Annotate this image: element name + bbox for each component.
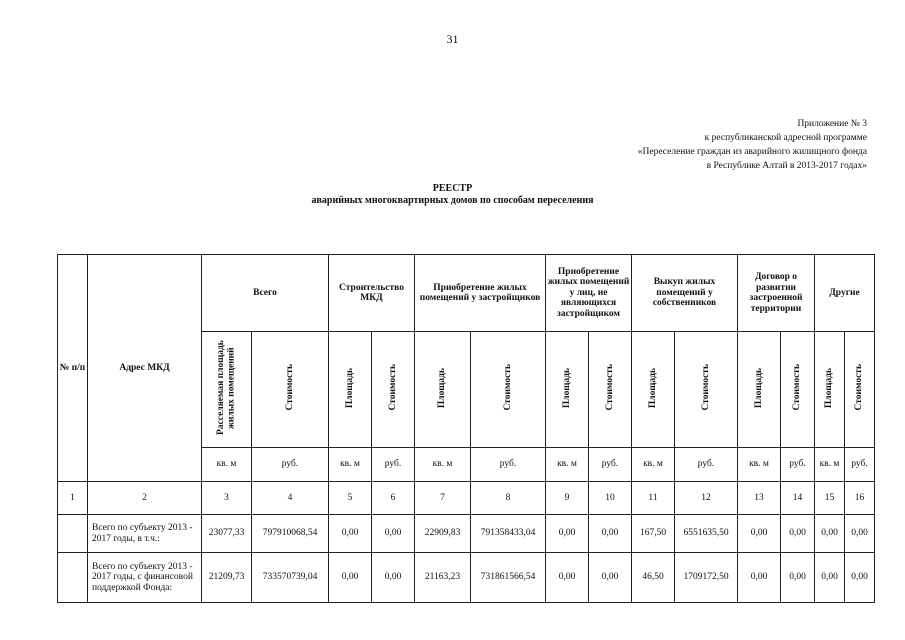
subheader-area: Площадь <box>632 332 675 448</box>
column-number: 1 <box>58 482 88 515</box>
table-cell: 733570739,04 <box>252 553 329 603</box>
table-cell: 21163,23 <box>415 553 471 603</box>
row-number <box>58 553 88 603</box>
page-number: 31 <box>446 32 459 46</box>
row-address: Всего по субъекту 2013 - 2017 годы, в т.ч.: <box>88 515 202 553</box>
unit-cell: руб. <box>372 448 415 482</box>
table-cell: 0,00 <box>546 553 589 603</box>
table-row <box>58 553 875 603</box>
subheader-area: Площадь <box>738 332 781 448</box>
table-cell: 46,50 <box>632 553 675 603</box>
column-number: 7 <box>415 482 471 515</box>
table-cell: 23077,33 <box>202 515 252 553</box>
table-cell: 0,00 <box>589 553 632 603</box>
appendix-line: к республиканской адресной программе <box>704 133 867 143</box>
group-other-header: Другие <box>815 255 875 332</box>
appendix-line: «Переселение граждан из аварийного жилищного фонда <box>637 147 867 157</box>
table-cell: 0,00 <box>329 553 372 603</box>
unit-cell: кв. м <box>738 448 781 482</box>
unit-cell: руб. <box>845 448 875 482</box>
column-number: 15 <box>815 482 845 515</box>
column-number: 6 <box>372 482 415 515</box>
group-total-header: Всего <box>202 255 329 332</box>
unit-cell: кв. м <box>546 448 589 482</box>
col-number-header: № п/п <box>58 255 88 482</box>
group-purchase-non-developers-header: Приобретение жилых помещений у лиц, не являющихся застройщиком <box>546 255 632 332</box>
subheader-area: Площадь <box>815 332 845 448</box>
column-number: 4 <box>252 482 329 515</box>
group-buyout-header: Выкуп жилых помещений у собственников <box>632 255 738 332</box>
table-cell: 0,00 <box>815 515 845 553</box>
table-cell: 0,00 <box>781 553 815 603</box>
column-number: 3 <box>202 482 252 515</box>
subheader-area: Площадь <box>329 332 372 448</box>
row-address: Всего по субъекту 2013 - 2017 годы, с финансовой поддержкой Фонда: <box>88 553 202 603</box>
registry-table <box>57 254 875 603</box>
unit-cell: кв. м <box>329 448 372 482</box>
unit-cell: кв. м <box>815 448 845 482</box>
unit-cell: руб. <box>252 448 329 482</box>
unit-cell: руб. <box>675 448 738 482</box>
table-cell: 0,00 <box>589 515 632 553</box>
col-address-header: Адрес МКД <box>88 255 202 482</box>
appendix-block <box>638 117 867 173</box>
subheader-resettled-area: Расселяемая площадь жилых помещений <box>202 332 252 448</box>
table-cell: 0,00 <box>738 515 781 553</box>
table-cell: 0,00 <box>815 553 845 603</box>
table-cell: 0,00 <box>738 553 781 603</box>
table-row <box>58 515 875 553</box>
table-cell: 22909,83 <box>415 515 471 553</box>
column-number: 10 <box>589 482 632 515</box>
table-cell: 0,00 <box>781 515 815 553</box>
subheader-area: Площадь <box>415 332 471 448</box>
table-cell: 797910068,54 <box>252 515 329 553</box>
subheader-cost: Стоимость <box>471 332 546 448</box>
appendix-line: в Республике Алтай в 2013-2017 годах» <box>706 161 867 171</box>
column-number: 2 <box>88 482 202 515</box>
row-number <box>58 515 88 553</box>
column-number: 16 <box>845 482 875 515</box>
unit-cell: руб. <box>589 448 632 482</box>
unit-cell: кв. м <box>202 448 252 482</box>
subheader-cost: Стоимость <box>781 332 815 448</box>
table-cell: 791358433,04 <box>471 515 546 553</box>
unit-cell: руб. <box>471 448 546 482</box>
appendix-line: Приложение № 3 <box>797 119 867 129</box>
unit-cell: руб. <box>781 448 815 482</box>
column-number: 5 <box>329 482 372 515</box>
group-territory-header: Договор о развитии застроенной территории <box>738 255 815 332</box>
unit-cell: кв. м <box>632 448 675 482</box>
column-number: 13 <box>738 482 781 515</box>
table-cell: 731861566,54 <box>471 553 546 603</box>
table-cell: 21209,73 <box>202 553 252 603</box>
table-cell: 0,00 <box>845 515 875 553</box>
column-number: 14 <box>781 482 815 515</box>
table-cell: 0,00 <box>845 553 875 603</box>
subheader-cost: Стоимость <box>675 332 738 448</box>
column-number: 8 <box>471 482 546 515</box>
subheader-area: Площадь <box>546 332 589 448</box>
table-cell: 167,50 <box>632 515 675 553</box>
subheader-cost: Стоимость <box>252 332 329 448</box>
table-cell: 0,00 <box>372 553 415 603</box>
title-line: РЕЕСТР <box>432 183 473 194</box>
document-title <box>0 183 905 207</box>
table-cell: 0,00 <box>329 515 372 553</box>
unit-cell: кв. м <box>415 448 471 482</box>
subheader-cost: Стоимость <box>372 332 415 448</box>
table-cell: 0,00 <box>372 515 415 553</box>
column-number: 9 <box>546 482 589 515</box>
group-purchase-developers-header: Приобретение жилых помещений у застройщиков <box>415 255 546 332</box>
column-number: 12 <box>675 482 738 515</box>
subheader-cost: Стоимость <box>589 332 632 448</box>
column-number: 11 <box>632 482 675 515</box>
title-line: аварийных многоквартирных домов по способам переселения <box>311 195 594 206</box>
table-cell: 6551635,50 <box>675 515 738 553</box>
table-cell: 1709172,50 <box>675 553 738 603</box>
table-cell: 0,00 <box>546 515 589 553</box>
group-construction-header: Строительство МКД <box>329 255 415 332</box>
subheader-cost: Стоимость <box>845 332 875 448</box>
